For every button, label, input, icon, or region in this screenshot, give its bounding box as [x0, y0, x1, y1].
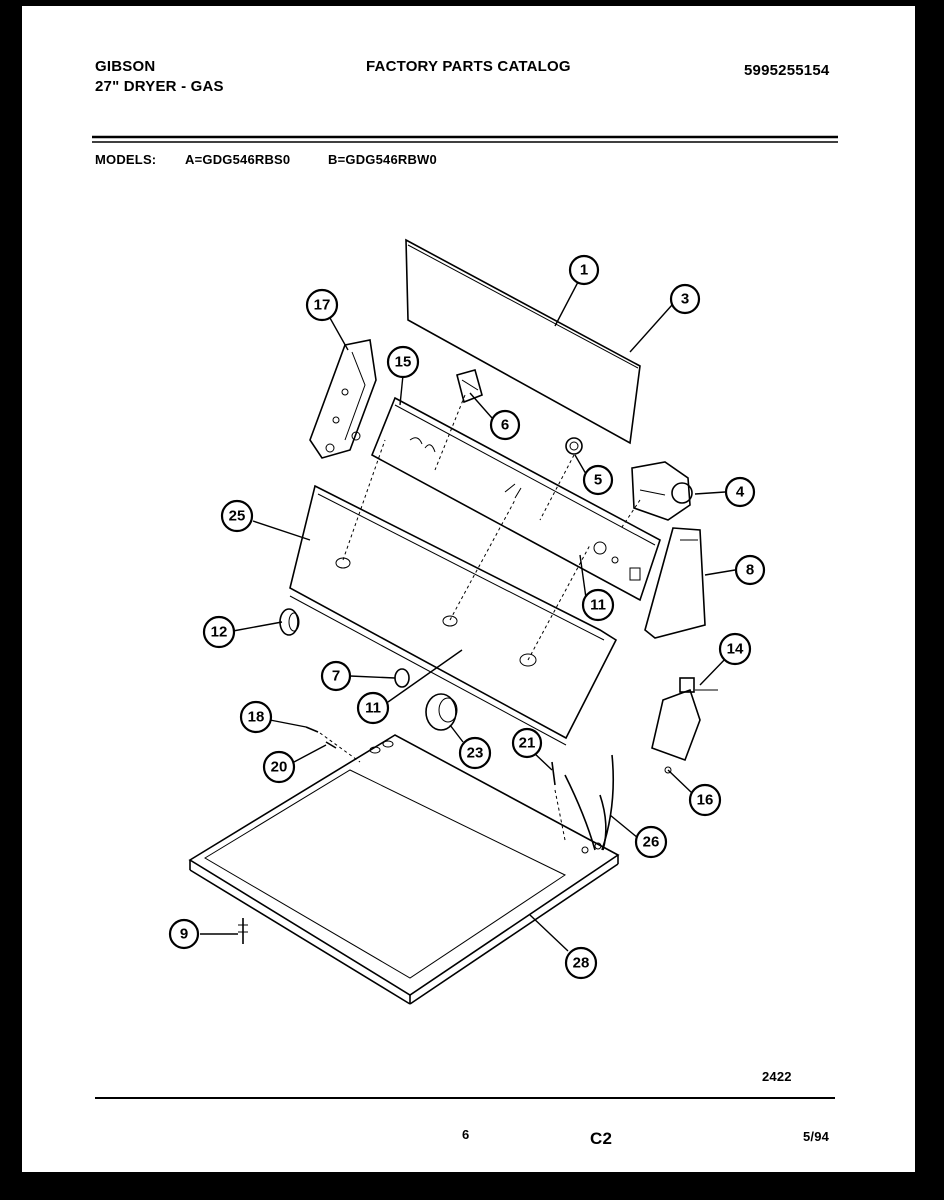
part-knob-7 — [395, 669, 409, 687]
svg-text:7: 7 — [331, 667, 341, 685]
part-end-cap-left — [310, 340, 376, 458]
model-a: A=GDG546RBS0 — [185, 152, 291, 167]
callout-18 — [241, 702, 271, 732]
drawing-code: 2422 — [762, 1069, 792, 1084]
header-rule — [92, 137, 838, 142]
catalog-number: 5995255154 — [744, 62, 830, 79]
svg-text:9: 9 — [179, 925, 189, 943]
svg-text:5: 5 — [593, 471, 603, 489]
callout-6 — [491, 411, 519, 439]
catalog-title: FACTORY PARTS CATALOG — [366, 58, 571, 75]
product-name: 27" DRYER - GAS — [95, 78, 224, 95]
part-screw-9 — [238, 918, 248, 944]
part-timer-knob — [426, 694, 457, 730]
callout-15 — [388, 347, 418, 377]
part-timer — [632, 462, 692, 520]
svg-text:28: 28 — [572, 954, 590, 972]
part-knob-12 — [280, 609, 299, 635]
part-front-console — [290, 486, 616, 745]
callout-23 — [460, 738, 490, 768]
part-screws-18-20 — [306, 727, 336, 748]
callout-26 — [636, 827, 666, 857]
callout-11-lower — [358, 693, 388, 723]
models-label: MODELS: — [95, 152, 157, 167]
page-number: 6 — [462, 1127, 470, 1142]
revision-date: 5/94 — [803, 1129, 830, 1144]
callout-20 — [264, 752, 294, 782]
section-code: C2 — [590, 1129, 613, 1148]
callout-7 — [322, 662, 350, 690]
callout-1 — [570, 256, 598, 284]
callout-14 — [720, 634, 750, 664]
callout-17 — [307, 290, 337, 320]
svg-text:4: 4 — [735, 483, 745, 501]
model-b: B=GDG546RBW0 — [328, 152, 437, 167]
callout-11-upper — [583, 590, 613, 620]
svg-text:11: 11 — [590, 596, 606, 614]
svg-text:1: 1 — [579, 261, 589, 279]
callout-28 — [566, 948, 596, 978]
callout-21 — [513, 729, 541, 757]
part-rear-panel — [406, 240, 640, 443]
part-switch — [457, 370, 482, 402]
callout-25 — [222, 501, 252, 531]
callout-5 — [584, 466, 612, 494]
callout-9 — [170, 920, 198, 948]
svg-text:11: 11 — [365, 699, 381, 717]
svg-text:8: 8 — [745, 561, 755, 579]
callout-8 — [736, 556, 764, 584]
svg-text:15: 15 — [394, 353, 412, 371]
callout-16 — [690, 785, 720, 815]
svg-text:23: 23 — [466, 744, 484, 762]
svg-text:18: 18 — [247, 708, 265, 726]
svg-text:12: 12 — [210, 623, 228, 641]
part-push-switch — [566, 438, 582, 454]
callout-3 — [671, 285, 699, 313]
svg-text:14: 14 — [726, 640, 744, 658]
svg-text:20: 20 — [270, 758, 288, 776]
svg-text:17: 17 — [313, 296, 331, 314]
brand-name: GIBSON — [95, 58, 156, 75]
svg-text:6: 6 — [500, 416, 510, 434]
svg-text:21: 21 — [518, 734, 536, 752]
part-igniter-assembly — [652, 678, 718, 773]
svg-text:25: 25 — [228, 507, 246, 525]
svg-text:16: 16 — [696, 791, 714, 809]
callout-12 — [204, 617, 234, 647]
svg-text:3: 3 — [680, 290, 690, 308]
callout-4 — [726, 478, 754, 506]
svg-text:26: 26 — [642, 833, 660, 851]
